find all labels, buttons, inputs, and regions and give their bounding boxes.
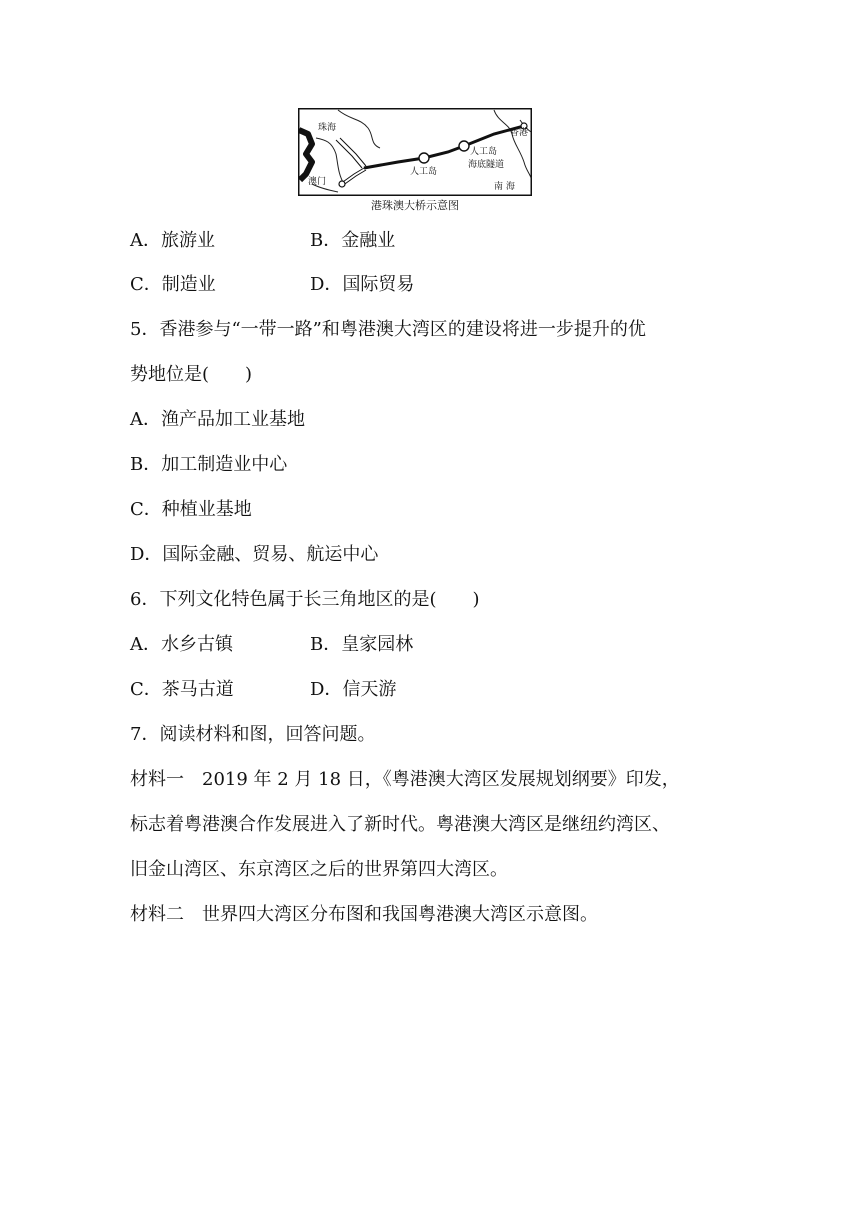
q5-option-b: B．加工制造业中心 <box>130 454 288 475</box>
q6-options-row-2 <box>130 678 740 702</box>
option-text: 金融业 <box>341 230 396 251</box>
q6-option-d <box>310 678 396 702</box>
option-letter: D． <box>310 679 343 700</box>
q5-option-a: A．渔产品加工业基地 <box>130 409 305 430</box>
option-letter: B． <box>310 230 342 251</box>
option-text: 皇家园林 <box>341 634 414 655</box>
option-letter: D． <box>310 274 343 295</box>
label-island-2: 人工岛 <box>470 147 498 157</box>
q7-stem: 7．阅读材料和图，回答问题。 <box>130 724 376 745</box>
option-text: 水乡古镇 <box>161 634 233 655</box>
label-macau: 澳门 <box>308 177 327 187</box>
option-text: 茶马古道 <box>161 679 234 700</box>
option-letter: A． <box>130 634 161 655</box>
q5-stem-line-1: 5．香港参与“一带一路”和粤港澳大湾区的建设将进一步提升的优 <box>130 319 646 340</box>
artificial-island-marker <box>459 141 469 151</box>
bridge-map <box>298 108 532 196</box>
q7-material-1-line-3: 旧金山湾区、东京湾区之后的世界第四大湾区。 <box>130 859 508 880</box>
option-letter: C． <box>130 274 162 295</box>
q4-option-b <box>310 229 395 253</box>
q7-material-1-line-1: 材料一 2019 年 2 月 18 日，《粤港澳大湾区发展规划纲要》印发， <box>130 769 680 790</box>
artificial-island-marker <box>419 153 429 163</box>
q6-options-row-1 <box>130 633 740 657</box>
option-text: 制造业 <box>161 274 216 295</box>
option-letter: A． <box>130 230 161 251</box>
q6-option-a <box>130 633 233 657</box>
option-letter: C． <box>130 679 162 700</box>
q4-option-d <box>310 273 414 297</box>
q6-option-b <box>310 633 413 657</box>
q4-option-a <box>130 229 215 253</box>
option-text: 旅游业 <box>161 230 215 251</box>
label-island-1: 人工岛 <box>410 167 438 177</box>
q6-stem: 6．下列文化特色属于长三角地区的是( ) <box>130 589 480 610</box>
label-hongkong: 香港 <box>510 128 529 138</box>
q7-material-2: 材料二 世界四大湾区分布图和我国粤港澳大湾区示意图。 <box>130 904 598 925</box>
q5-stem-line-2: 势地位是( ) <box>130 364 253 385</box>
option-text: 信天游 <box>342 679 397 700</box>
q4-options-row-2 <box>130 273 740 297</box>
label-tunnel: 海底隧道 <box>468 160 505 170</box>
macau-marker <box>339 181 345 187</box>
q4-option-c <box>130 273 216 297</box>
bridge-map-graphic <box>298 108 532 196</box>
q5-option-d: D．国际金融、贸易、航运中心 <box>130 544 379 565</box>
map-caption: 港珠澳大桥示意图 <box>371 199 459 212</box>
label-sea: 南 海 <box>494 182 515 192</box>
label-zhuhai: 珠海 <box>318 123 337 133</box>
q6-option-c <box>130 678 234 702</box>
q4-options-row-1 <box>130 229 740 253</box>
option-letter: B． <box>310 634 342 655</box>
option-text: 国际贸易 <box>342 274 415 295</box>
q5-option-c: C．种植业基地 <box>130 499 252 520</box>
q7-material-1-line-2: 标志着粤港澳合作发展进入了新时代。粤港澳大湾区是继纽约湾区、 <box>130 814 670 835</box>
